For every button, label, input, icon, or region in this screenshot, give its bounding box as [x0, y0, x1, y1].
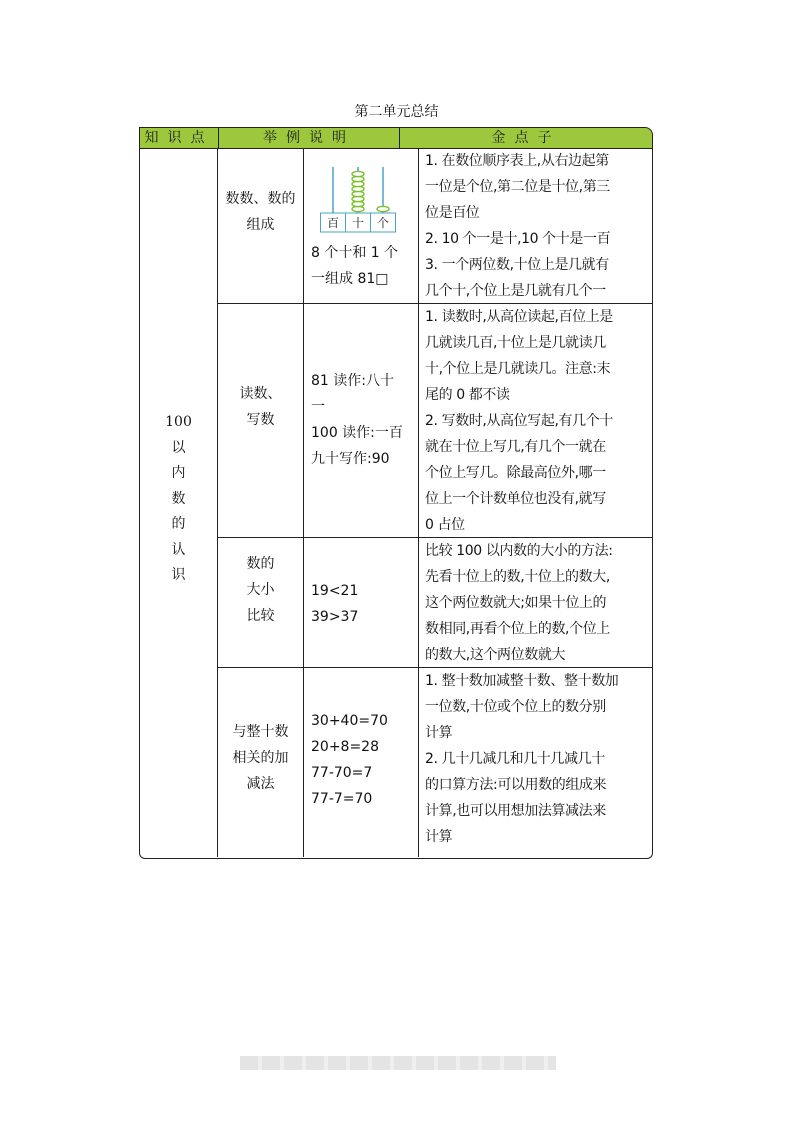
abacus-beads-tens [352, 171, 364, 211]
tips-line: 计算 [425, 725, 453, 741]
summary-table [139, 127, 653, 859]
example-line: 20+8=28 [311, 739, 379, 755]
point-line: 减法 [246, 776, 275, 792]
point-line: 读数、 [239, 386, 282, 402]
example-line: 30+40=70 [311, 713, 388, 729]
point-line: 与整十数 [232, 724, 289, 740]
tips-line: 这个两位数就大;如果十位上的 [425, 595, 607, 611]
header-knowledge-point: 知识点 [144, 130, 214, 146]
tips-line: 先看十位上的数,十位上的数大, [425, 569, 610, 585]
topic-line: 100 [165, 414, 192, 430]
example-line: 一组成 81□ [311, 271, 389, 287]
tips-cell [425, 148, 653, 304]
topic-line: 的 [171, 516, 186, 532]
tips-line: 位是百位 [425, 205, 480, 221]
example-line: 77-7=70 [311, 791, 373, 807]
knowledge-point-cell [218, 719, 303, 797]
topic-label [140, 410, 217, 589]
tips-line: 十,个位上是几就读几。注意:末 [425, 361, 611, 377]
tips-line: 计算,也可以用想加法算减法来 [425, 803, 606, 819]
header-example: 举例说明 [263, 130, 355, 146]
abacus-label-ones: 个 [376, 216, 390, 230]
tips-line: 1. 在数位顺序表上,从右边起第 [425, 153, 609, 169]
tips-line: 的口算方法:可以用数的组成来 [425, 777, 607, 793]
tips-line: 一位是个位,第二位是十位,第三 [425, 179, 610, 195]
tips-line: 几个十,个位上是几就有几个一 [425, 283, 606, 299]
abacus-label-hundreds: 百 [326, 216, 340, 230]
abacus-bead [377, 206, 389, 211]
example-line: 19<21 [311, 583, 359, 599]
tips-cell [425, 538, 653, 668]
knowledge-point-cell [218, 186, 303, 238]
table-body [139, 149, 653, 859]
example-line: 81 读作:八十 [311, 373, 394, 389]
tips-line: 3. 一个两位数,十位上是几就有 [425, 257, 609, 273]
abacus-diagram [320, 159, 402, 233]
tips-line: 的数大,这个两位数就大 [425, 647, 566, 663]
header-tips: 金点子 [491, 130, 561, 146]
topic-line: 认 [171, 541, 186, 558]
example-line: 九十写作:90 [311, 451, 390, 467]
example-line: 一 [311, 399, 325, 415]
example-line: 77-70=7 [311, 765, 373, 781]
tips-line: 几就读几百,十位上是几就读几 [425, 335, 606, 351]
column-divider [303, 149, 304, 857]
tips-line: 1. 整十数加减整十数、整十数加 [425, 673, 619, 689]
topic-line: 数 [171, 490, 186, 507]
tips-line: 计算 [425, 829, 453, 845]
blurred-footer [240, 1056, 556, 1070]
tips-cell [425, 304, 653, 538]
tips-line: 就在十位上写几,有几个一就在 [425, 439, 606, 455]
point-line: 比较 [246, 608, 275, 624]
page-title: 第二单元总结 [354, 104, 439, 120]
tips-line: 数相同,再看个位上的数,个位上 [425, 621, 610, 637]
point-line: 数的 [246, 556, 275, 572]
tips-line: 个位上写几。除最高位外,哪一 [425, 465, 606, 481]
tips-line: 2. 几十几减几和几十几减几十 [425, 751, 605, 767]
knowledge-point-cell [218, 381, 303, 433]
knowledge-point-cell [218, 551, 303, 629]
point-line: 写数 [246, 412, 275, 428]
table-header [139, 127, 653, 149]
point-line: 相关的加 [232, 750, 289, 766]
tips-line: 位上一个计数单位也没有,就写 [425, 491, 606, 507]
example-cell [311, 578, 415, 630]
tips-line: 一位数,十位或个位上的数分别 [425, 699, 606, 715]
tips-line: 1. 读数时,从高位读起,百位上是 [425, 309, 613, 325]
abacus-beads-ones [377, 206, 389, 211]
column-divider [418, 149, 419, 857]
tips-line: 0 占位 [425, 517, 465, 533]
example-line: 39>37 [311, 609, 359, 625]
topic-line: 以 [171, 439, 186, 456]
tips-line: 2. 写数时,从高位写起,有几个十 [425, 413, 613, 429]
example-cell [311, 240, 415, 292]
point-line: 组成 [246, 217, 275, 233]
tips-line: 2. 10 个一是十,10 个十是一百 [425, 231, 611, 247]
example-cell [311, 368, 415, 472]
topic-line: 内 [171, 465, 186, 481]
point-line: 数数、数的 [225, 191, 296, 207]
abacus-bead [352, 171, 364, 176]
example-line: 8 个十和 1 个 [311, 245, 399, 261]
point-line: 大小 [246, 582, 275, 598]
abacus-label-tens: 十 [351, 216, 365, 230]
tips-line: 尾的 0 都不读 [425, 387, 510, 403]
tips-line: 比较 100 以内数的大小的方法: [425, 543, 613, 559]
topic-line: 识 [171, 567, 186, 583]
example-line: 100 读作:一百 [311, 425, 403, 441]
tips-cell [425, 668, 653, 850]
example-cell [311, 708, 415, 812]
